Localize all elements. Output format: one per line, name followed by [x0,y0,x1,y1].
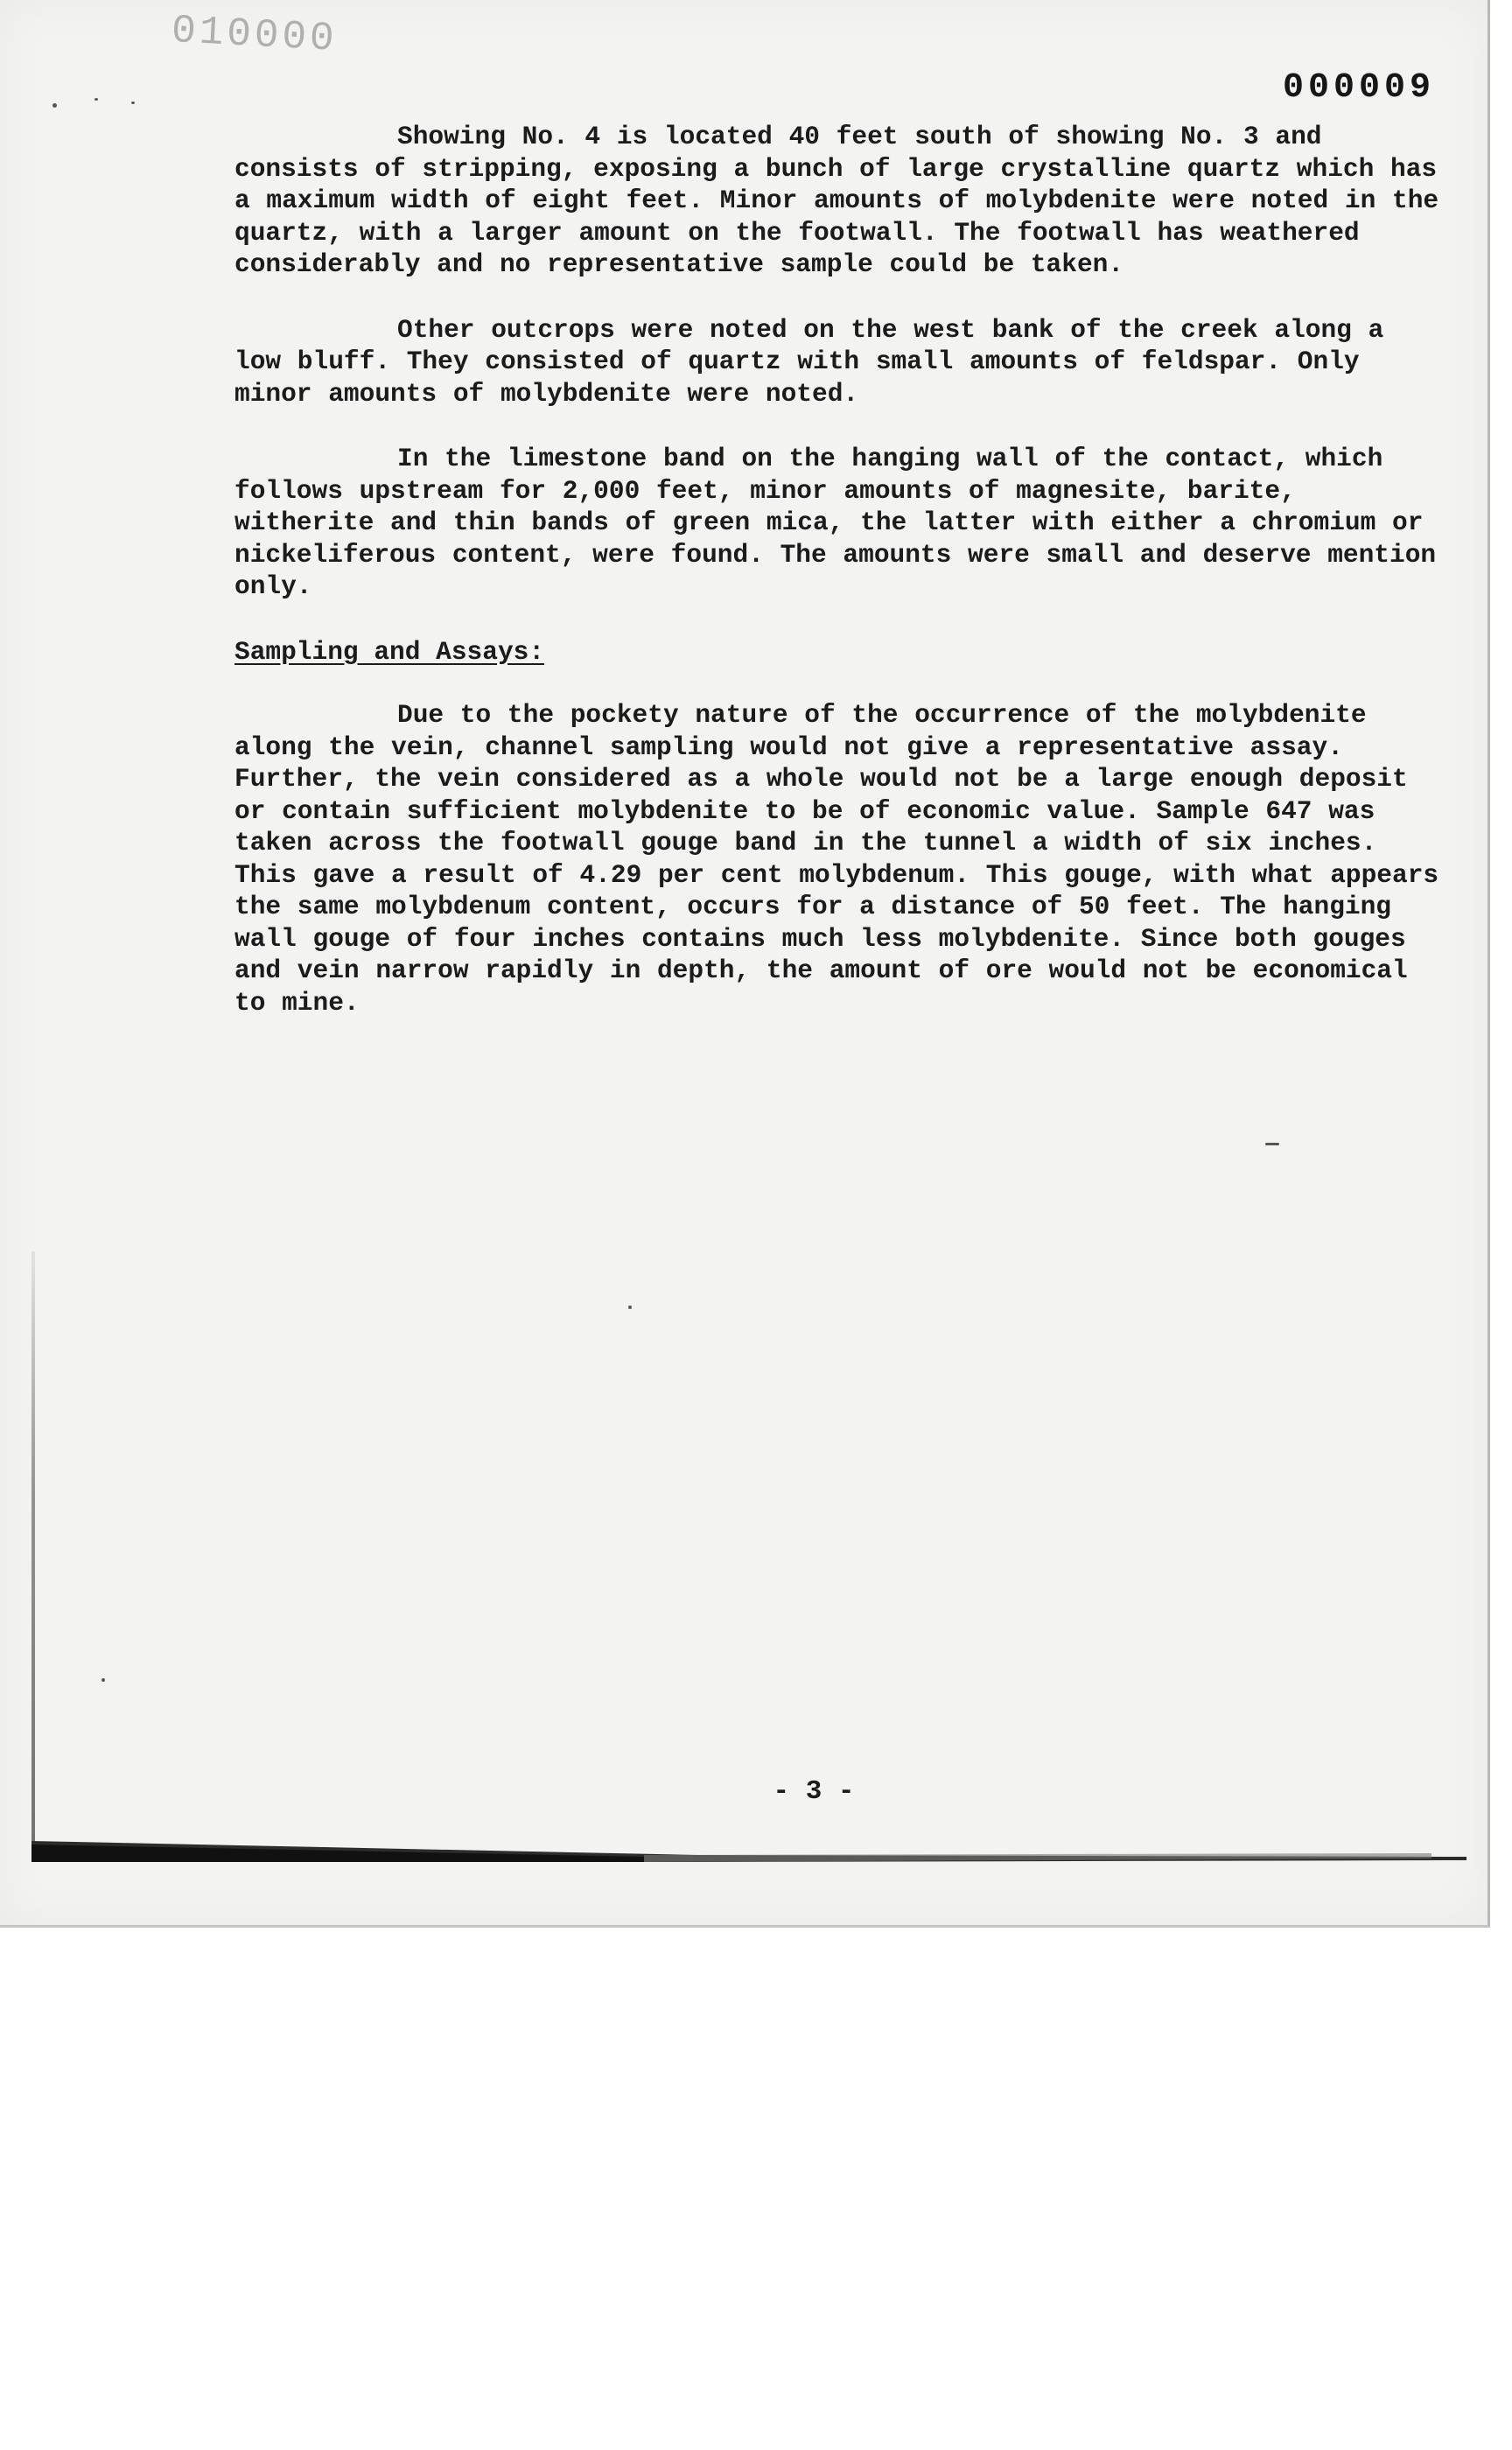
scan-edge-left [32,1251,35,1855]
paragraph-other-outcrops: Other outcrops were noted on the west bank of the creek along a low bluff. They consisted of quartz with small amounts of feldspar. Only minor amounts of molybdenite were noted. [234,314,1384,409]
body-text [234,121,1442,1052]
section-heading-sampling: Sampling and Assays: [234,636,545,667]
speck [628,1306,632,1309]
paragraph-showing-no-4: Showing No. 4 is located 40 feet south of showing No. 3 and consists of stripping, exposing a bunch of large crystalline quartz which has a maximum width of eight feet. Minor amounts of molybdenite were noted in the quartz, with a larger amount on the footwall. The footwall has weathered considerably and no representative sample could be taken. [234,122,1439,279]
speck [1265,1143,1279,1145]
paragraph-limestone-band: In the limestone band on the hanging wall of the contact, which follows upstream for 2,000 feet, minor amounts of magnesite, barite, witherite and thin bands of green mica, the latter with either a chromium or nickeliferous content, were found. The amounts were small and deserve mention only. [234,444,1437,601]
scan-edge-bottom [32,1836,1466,1866]
paragraph-sampling: Due to the pockety nature of the occurrence of the molybdenite along the vein, channel sampling would not give a representative assay. Further, the vein considered as a whole would not be a large enough deposit or contain sufficient molybdenite to be of economic value. Sample 647 was taken across the footwall gouge band in the tunnel a width of six inches. This gave a result of 4.29 per cent molybdenum. This gouge, with what appears the same molybdenum content, occurs for a distance of 50 feet. The hanging wall gouge of four inches contains much less molybdenite. Since both gouges and vein narrow rapidly in depth, the amount of ore would not be economical to mine. [234,700,1439,1018]
speck [94,98,98,101]
page-number: - 3 - [773,1776,855,1807]
speck [131,102,135,104]
document-number-stamp: 000009 [1283,68,1436,108]
speck [102,1678,105,1682]
speck [52,103,57,108]
stamp-top: 010000 [170,8,339,62]
